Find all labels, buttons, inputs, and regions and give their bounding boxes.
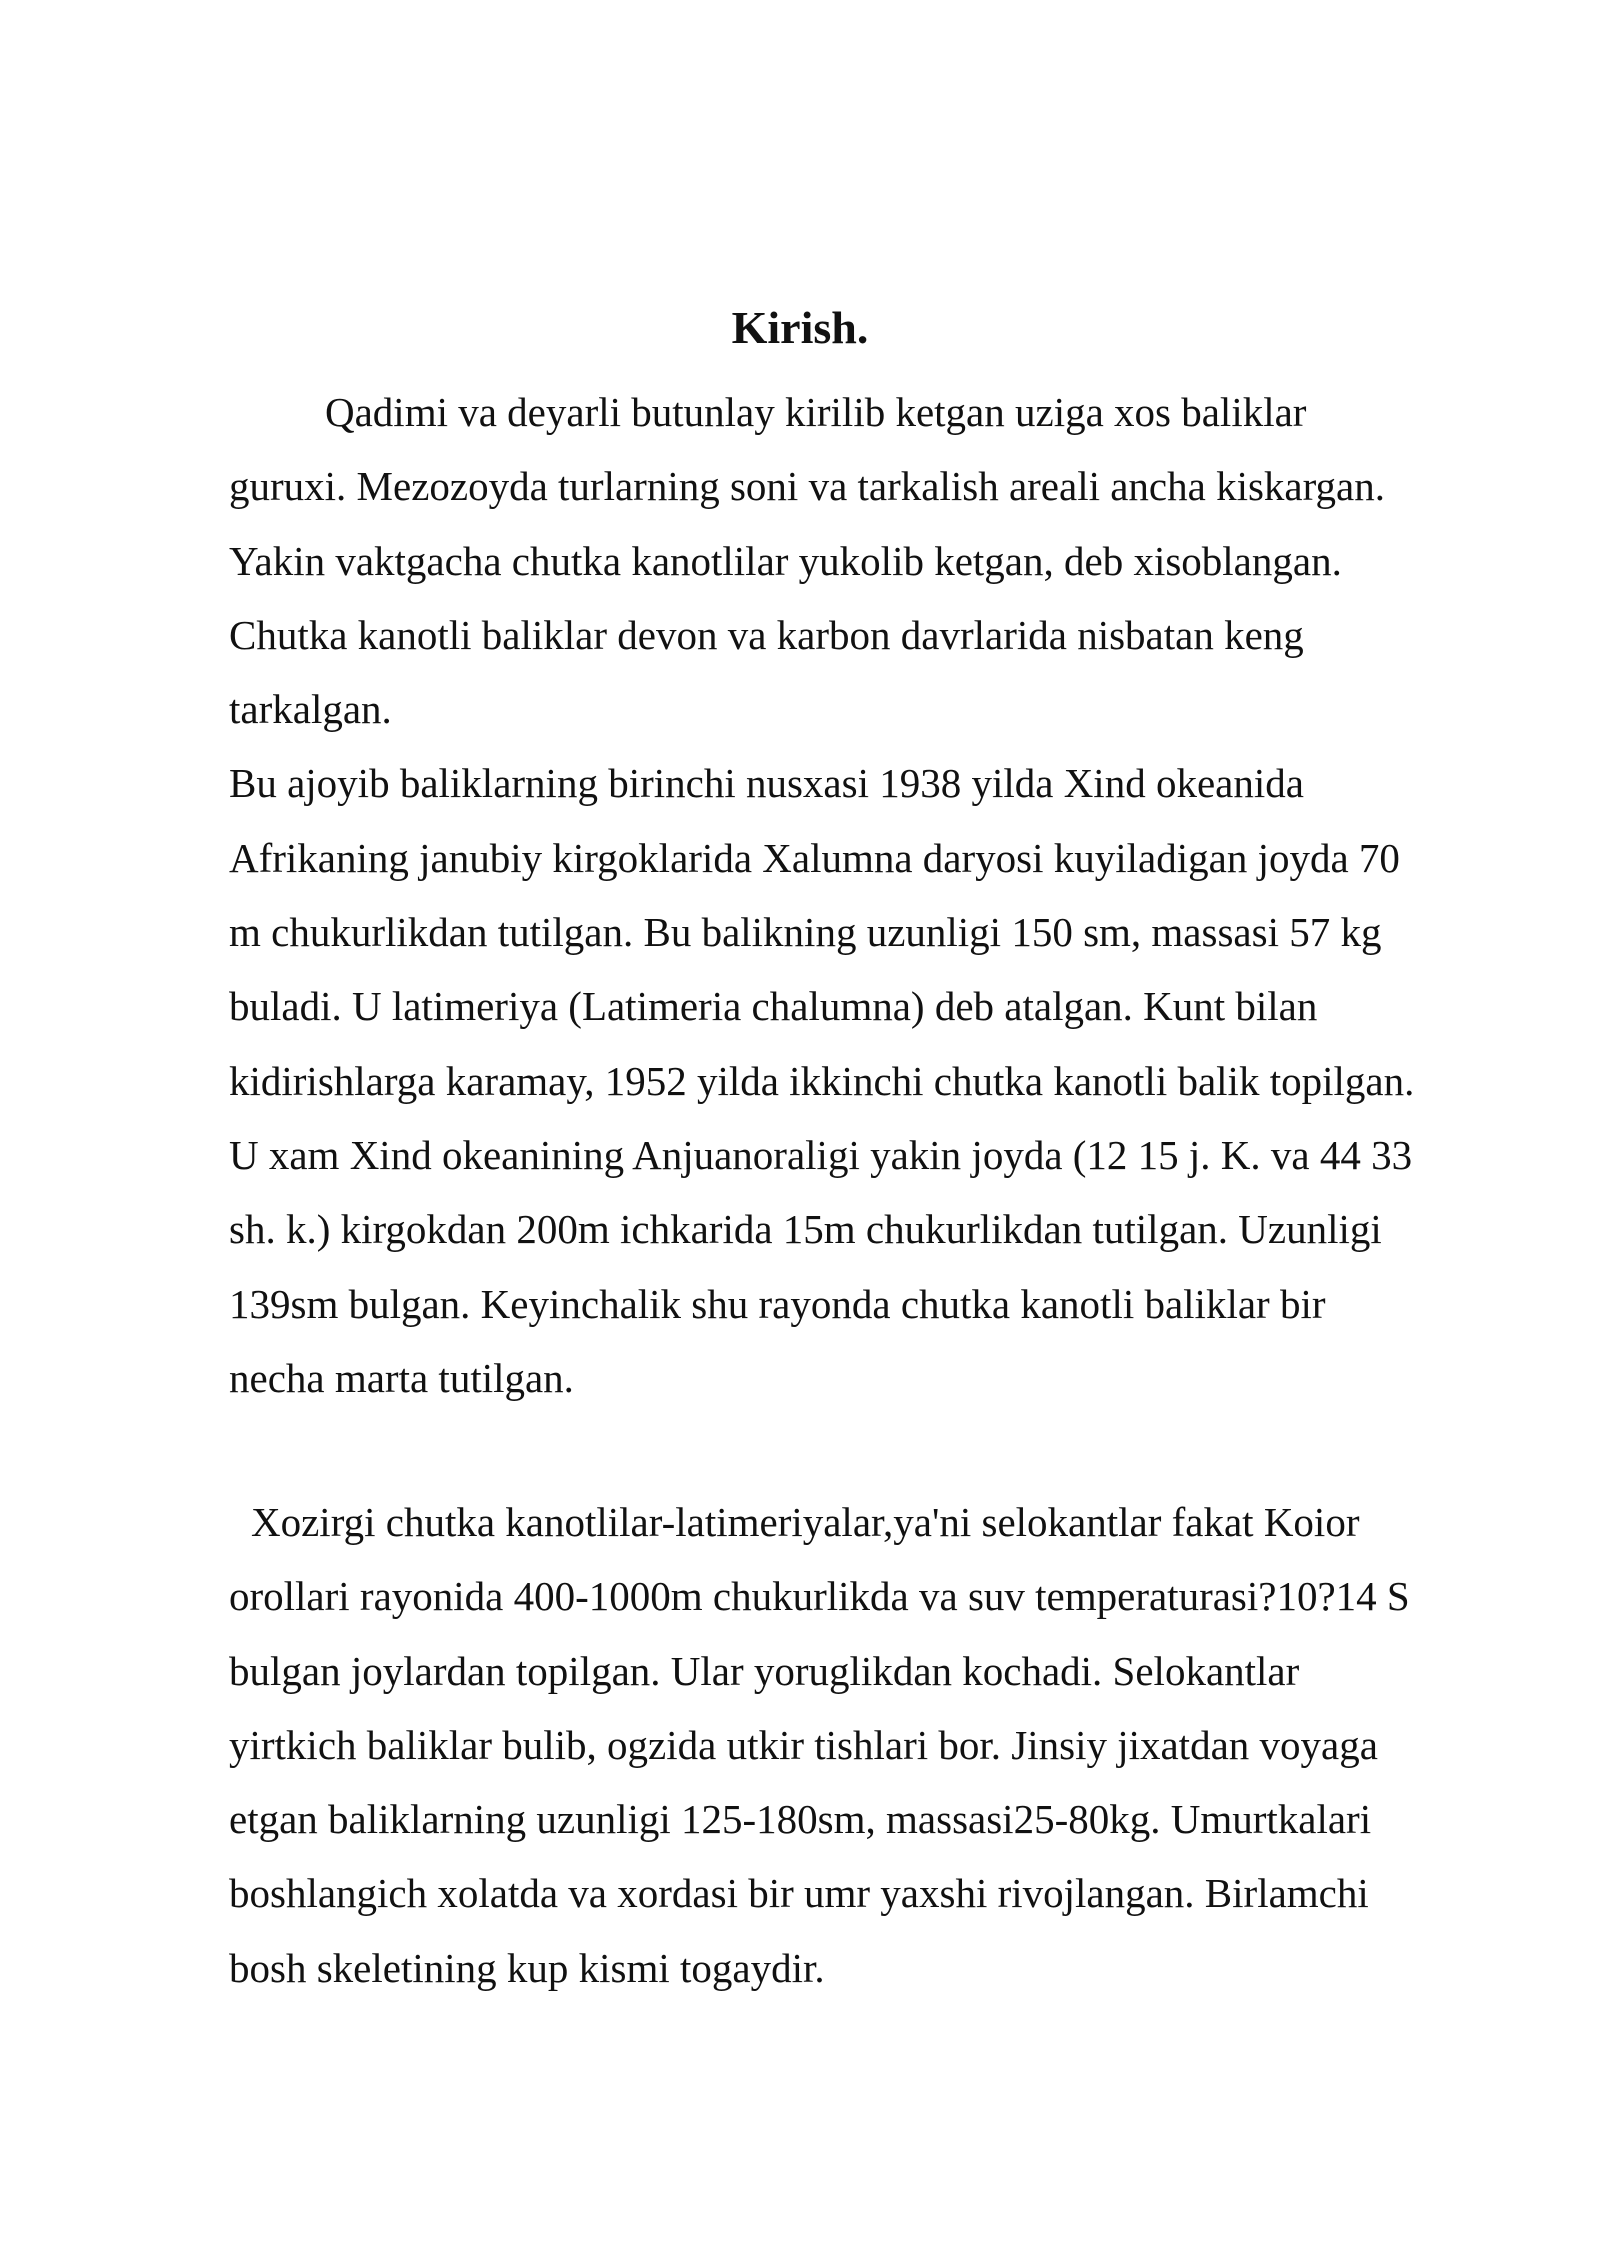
- text-line: m chukurlikdan tutilgan. Bu balikning uzunligi 150 sm, massasi 57 kg: [229, 909, 1382, 956]
- text-line: tarkalgan.: [229, 686, 392, 733]
- text-line: Qadimi va deyarli butunlay kirilib ketgan uziga xos baliklar: [325, 389, 1307, 435]
- text-line: Afrikaning janubiy kirgoklarida Xalumna daryosi kuyiladigan joyda 70: [229, 834, 1400, 881]
- text-line: kidirishlarga karamay, 1952 yilda ikkinchi chutka kanotli balik topilgan.: [229, 1057, 1415, 1104]
- section-1-text: [229, 375, 1509, 1415]
- text-line: Xozirgi chutka kanotlilar-latimeriyalar,ya'ni selokantlar fakat Koior: [251, 1499, 1360, 1545]
- section-2-text: [229, 1485, 1509, 2005]
- text-line: etgan baliklarning uzunligi 125-180sm, massasi25-80kg. Umurtkalari: [229, 1796, 1372, 1843]
- text-line: guruxi. Mezozoyda turlarning soni va tarkalish areali ancha kiskargan.: [229, 463, 1385, 510]
- text-line: buladi. U latimeriya (Latimeria chalumna) deb atalgan. Kunt bilan: [229, 983, 1318, 1030]
- text-line: 139sm bulgan. Keyinchalik shu rayonda chutka kanotli baliklar bir: [229, 1280, 1326, 1327]
- text-line: U xam Xind okeanining Anjuanoraligi yakin joyda (12 15 j. K. va 44 33: [229, 1131, 1413, 1178]
- text-line: yirtkich baliklar bulib, ogzida utkir tishlari bor. Jinsiy jixatdan voyaga: [229, 1721, 1378, 1768]
- text-line: Bu ajoyib baliklarning birinchi nusxasi 1938 yilda Xind okeanida: [229, 760, 1304, 807]
- text-line: sh. k.) kirgokdan 200m ichkarida 15m chukurlikdan tutilgan. Uzunligi: [229, 1206, 1382, 1253]
- text-line: bosh skeletining kup kismi togaydir.: [229, 1944, 825, 1991]
- text-line: Yakin vaktgacha chutka kanotlilar yukolib ketgan, deb xisoblangan.: [229, 537, 1342, 584]
- text-line: bulgan joylardan topilgan. Ular yoruglikdan kochadi. Selokantlar: [229, 1647, 1300, 1694]
- text-line: boshlangich xolatda va xordasi bir umr yaxshi rivojlangan. Birlamchi: [229, 1870, 1369, 1917]
- text-line: necha marta tutilgan.: [229, 1354, 574, 1401]
- text-line: Chutka kanotli baliklar devon va karbon davrlarida nisbatan keng: [229, 611, 1304, 658]
- text-line: orollari rayonida 400-1000m chukurlikda va suv temperaturasi?10?14 S: [229, 1573, 1410, 1620]
- page-title: Kirish.: [731, 302, 869, 353]
